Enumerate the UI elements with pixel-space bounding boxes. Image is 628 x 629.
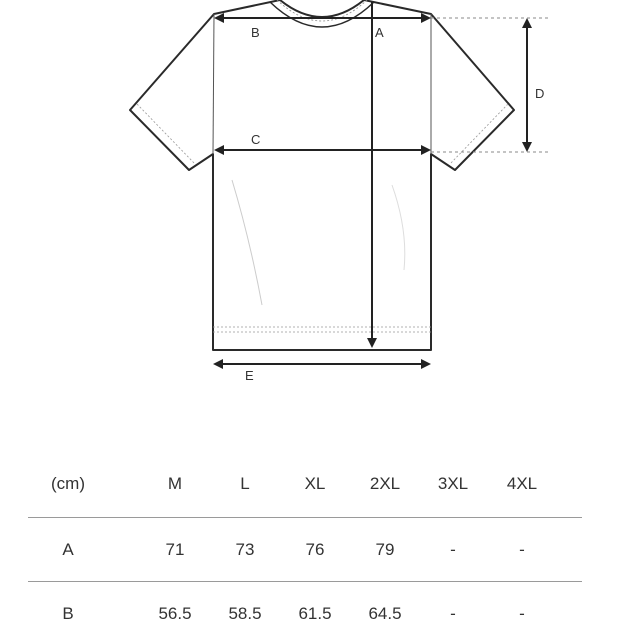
table-cell: - [519,604,525,623]
table-cell: - [519,540,525,559]
label-b: B [251,25,260,40]
table-divider [28,581,582,582]
table-cell: - [450,604,456,623]
table-cell: 58.5 [228,604,262,623]
table-cell: 76 [305,540,325,559]
table-cell: - [450,540,456,559]
label-c: C [251,132,261,147]
table-divider [28,517,582,518]
size-header-row [28,469,582,499]
table-cell: 61.5 [298,604,332,623]
size-header-2xl: 2XL [369,474,401,493]
size-header-xl: XL [304,474,326,493]
table-cell: 71 [165,540,185,559]
size-header-3xl: 3XL [437,474,469,493]
table-cell: 79 [375,540,395,559]
table-row [28,599,582,629]
size-header-l: L [240,474,250,493]
size-header-4xl: 4XL [506,474,538,493]
label-d: D [535,86,545,101]
tshirt-outline [130,0,514,350]
row-label: A [62,540,74,559]
row-label: B [62,604,74,623]
table-cell: 73 [235,540,255,559]
size-header-m: M [167,474,183,493]
table-cell: 64.5 [368,604,402,623]
unit-label: (cm) [51,474,85,493]
label-e: E [245,368,254,383]
table-row [28,535,582,565]
table-cell: 56.5 [158,604,192,623]
label-a: A [375,25,384,40]
